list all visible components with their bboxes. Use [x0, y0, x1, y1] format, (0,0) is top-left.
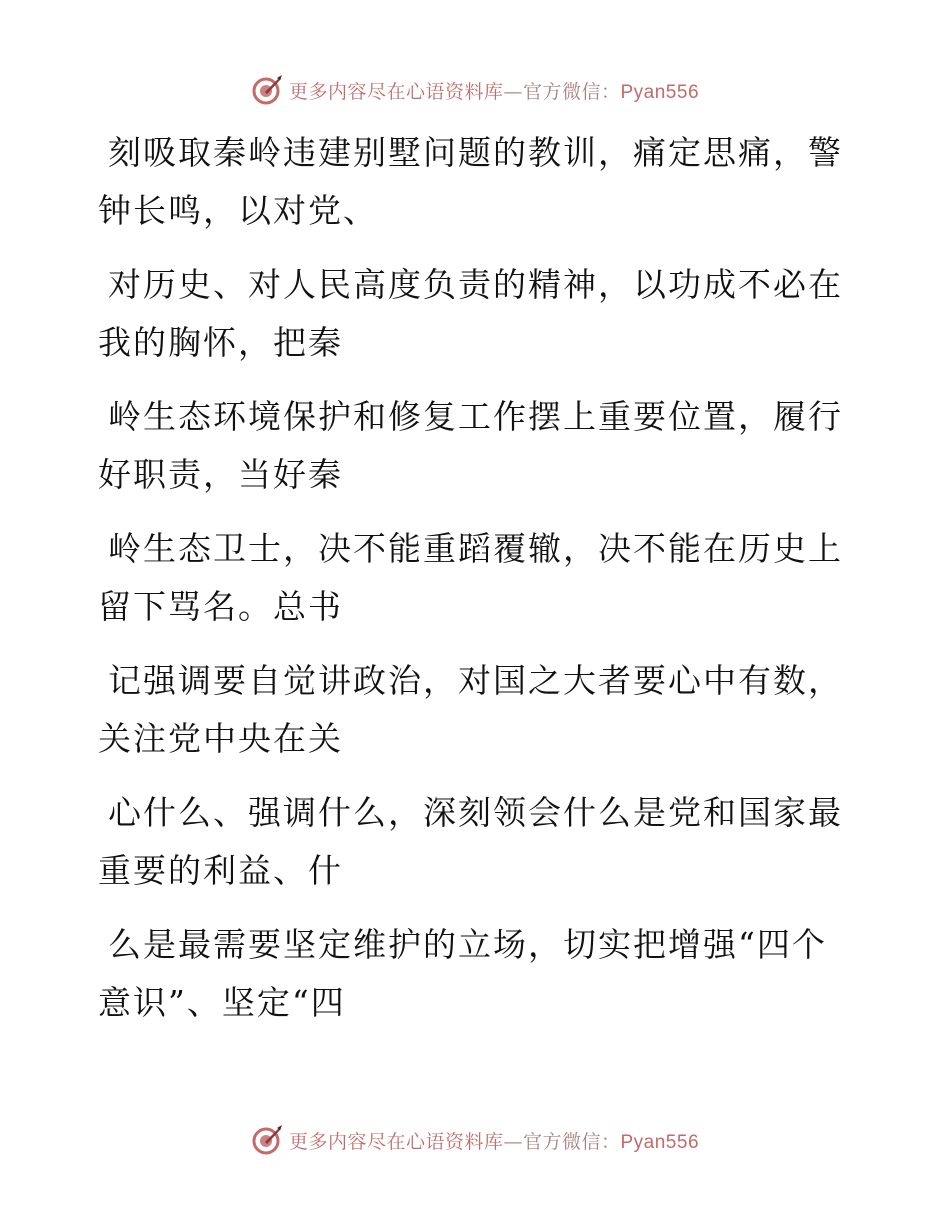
paragraph-line: 刻吸取秦岭违建别墅问题的教训，痛定思痛，警	[108, 133, 843, 172]
footer-wechat-id: Pyan556	[620, 1131, 700, 1153]
footer-banner-inner	[251, 1124, 699, 1156]
header-wechat-label: 官方微信：	[522, 80, 621, 103]
paragraph-line: 么是最需要坚定维护的立场，切实把增强“四个	[108, 925, 827, 964]
paragraph-line: 好职责，当好秦	[98, 455, 343, 494]
paragraph	[98, 256, 843, 372]
footer-banner-text	[289, 1127, 699, 1154]
footer-banner	[0, 1120, 950, 1160]
body-text	[98, 124, 843, 1048]
paragraph	[98, 520, 843, 636]
paragraph-line: 留下骂名。总书	[98, 587, 343, 626]
paragraph-line: 关注党中央在关	[98, 719, 343, 758]
paragraph-line: 心什么、强调什么，深刻领会什么是党和国家最	[108, 793, 843, 832]
paragraph-line: 对历史、对人民高度负责的精神，以功成不必在	[108, 265, 843, 304]
paragraph-line: 重要的利益、什	[98, 851, 343, 890]
header-dash: —	[503, 80, 523, 103]
header-banner	[0, 70, 950, 110]
paragraph-line: 岭生态环境保护和修复工作摆上重要位置，履行	[108, 397, 843, 436]
quill-pen-seal-icon	[251, 1124, 283, 1156]
paragraph-line: 意识”、坚定“四	[98, 983, 346, 1022]
paragraph-line: 记强调要自觉讲政治，对国之大者要心中有数，	[108, 661, 843, 700]
paragraph-line: 我的胸怀，把秦	[98, 323, 343, 362]
paragraph	[98, 652, 843, 768]
header-site-text: 更多内容尽在心语资料库	[288, 80, 504, 103]
paragraph-line: 钟长鸣，以对党、	[98, 191, 378, 230]
header-wechat-id: Pyan556	[620, 81, 700, 103]
footer-site-text: 更多内容尽在心语资料库	[288, 1130, 504, 1153]
paragraph	[98, 124, 843, 240]
paragraph	[98, 388, 843, 504]
footer-dash: —	[503, 1130, 523, 1153]
footer-wechat-label: 官方微信：	[522, 1130, 621, 1153]
header-banner-inner	[251, 74, 699, 106]
paragraph	[98, 916, 838, 1032]
header-banner-text	[289, 77, 699, 104]
paragraph-line: 岭生态卫士，决不能重蹈覆辙，决不能在历史上	[108, 529, 843, 568]
paragraph	[98, 784, 843, 900]
quill-pen-seal-icon	[251, 74, 283, 106]
